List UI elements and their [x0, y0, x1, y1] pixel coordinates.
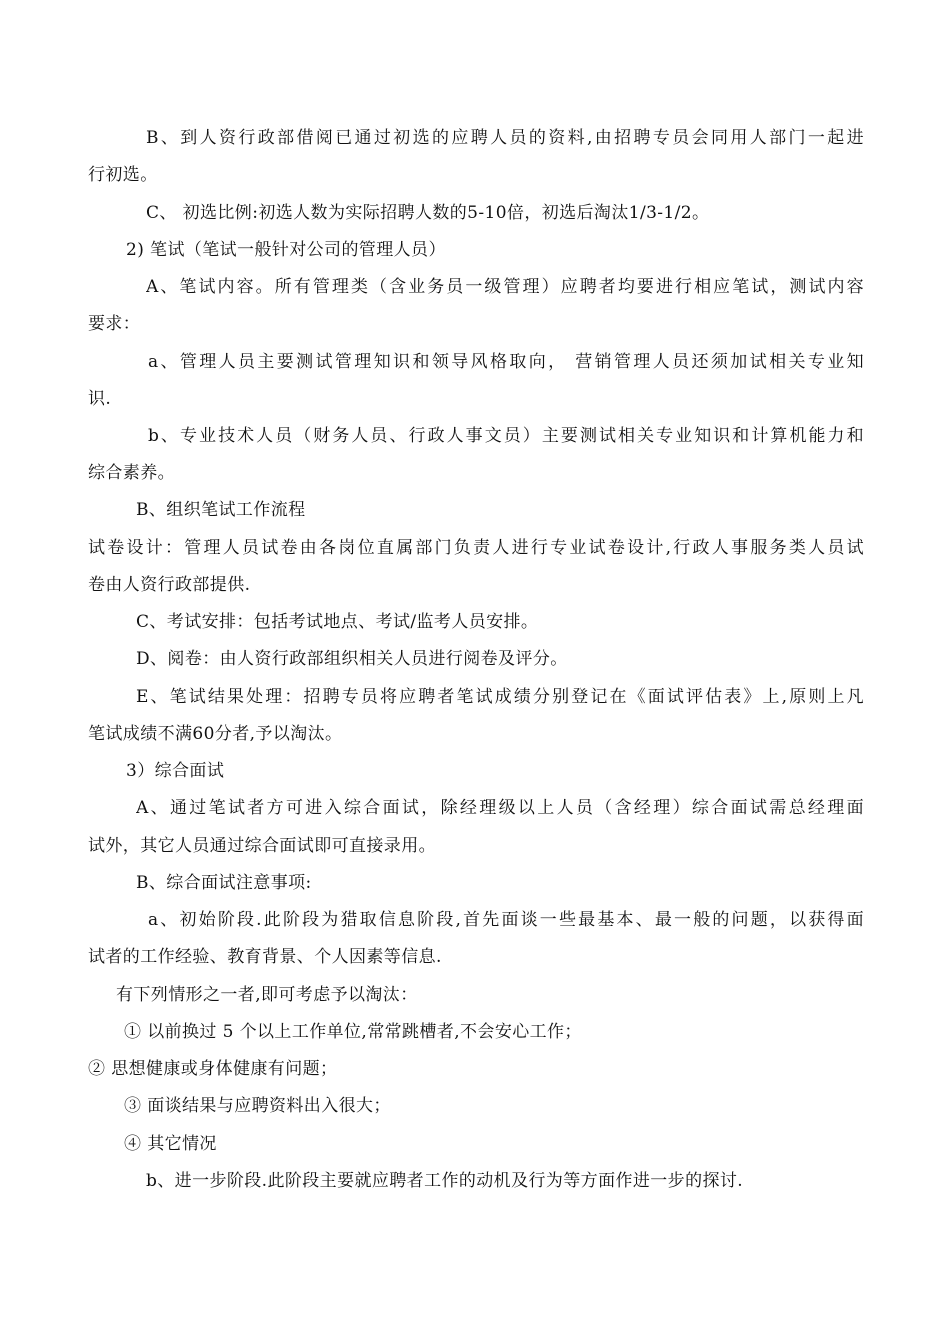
paragraph-line: 试外，其它人员通过综合面试即可直接录用。: [88, 836, 436, 856]
paragraph-line: b、专业技术人员（财务人员、行政人事文员）主要测试相关专业知识和计算机能力和: [148, 426, 864, 446]
section-heading: 3）综合面试: [126, 761, 225, 781]
paragraph-line: 笔试成绩不满60分者,予以淘汰。: [88, 724, 343, 744]
paragraph-line: 试卷设计：管理人员试卷由各岗位直属部门负责人进行专业试卷设计,行政人事服务类人员试: [88, 538, 864, 558]
paragraph-line: B、组织笔试工作流程: [136, 500, 306, 520]
paragraph-line: A、笔试内容。所有管理类（含业务员一级管理）应聘者均要进行相应笔试，测试内容: [146, 277, 864, 297]
paragraph-line: 卷由人资行政部提供.: [88, 575, 251, 595]
paragraph-line: B、综合面试注意事项:: [136, 873, 312, 893]
list-item: ① 以前换过 5 个以上工作单位,常常跳槽者,不会安心工作；: [124, 1022, 582, 1042]
list-item: ④ 其它情况: [124, 1134, 217, 1154]
paragraph-line: 识.: [88, 389, 112, 409]
paragraph-line: 行初选。: [88, 165, 158, 185]
paragraph-line: B、到人资行政部借阅已通过初选的应聘人员的资料,由招聘专员会同用人部门一起进: [146, 128, 864, 148]
paragraph-line: A、通过笔试者方可进入综合面试，除经理级以上人员（含经理）综合面试需总经理面: [136, 798, 864, 818]
section-heading: 2) 笔试（笔试一般针对公司的管理人员）: [126, 240, 446, 260]
paragraph-line: a、管理人员主要测试管理知识和领导风格取向， 营销管理人员还须加试相关专业知: [148, 352, 864, 372]
paragraph-line: 综合素养。: [88, 463, 175, 483]
paragraph-line: a、初始阶段.此阶段为猎取信息阶段,首先面谈一些最基本、最一般的问题，以获得面: [148, 910, 864, 930]
paragraph-line: D、阅卷：由人资行政部组织相关人员进行阅卷及评分。: [136, 649, 568, 669]
paragraph-line: b、进一步阶段.此阶段主要就应聘者工作的动机及行为等方面作进一步的探讨.: [146, 1171, 744, 1191]
paragraph-line: 试者的工作经验、教育背景、个人因素等信息.: [88, 947, 442, 967]
paragraph-line: E、笔试结果处理：招聘专员将应聘者笔试成绩分别登记在《面试评估表》上,原则上凡: [136, 687, 864, 707]
paragraph-line: 有下列情形之一者,即可考虑予以淘汰：: [116, 985, 418, 1005]
paragraph-line: C、考试安排：包括考试地点、考试/监考人员安排。: [136, 612, 539, 632]
list-item: ③ 面谈结果与应聘资料出入很大；: [124, 1096, 391, 1116]
list-item: ② 思想健康或身体健康有问题；: [88, 1059, 338, 1079]
paragraph-line: C、 初选比例:初选人数为实际招聘人数的5-10倍，初选后淘汰1/3-1/2。: [146, 203, 710, 223]
paragraph-line: 要求：: [88, 314, 141, 334]
